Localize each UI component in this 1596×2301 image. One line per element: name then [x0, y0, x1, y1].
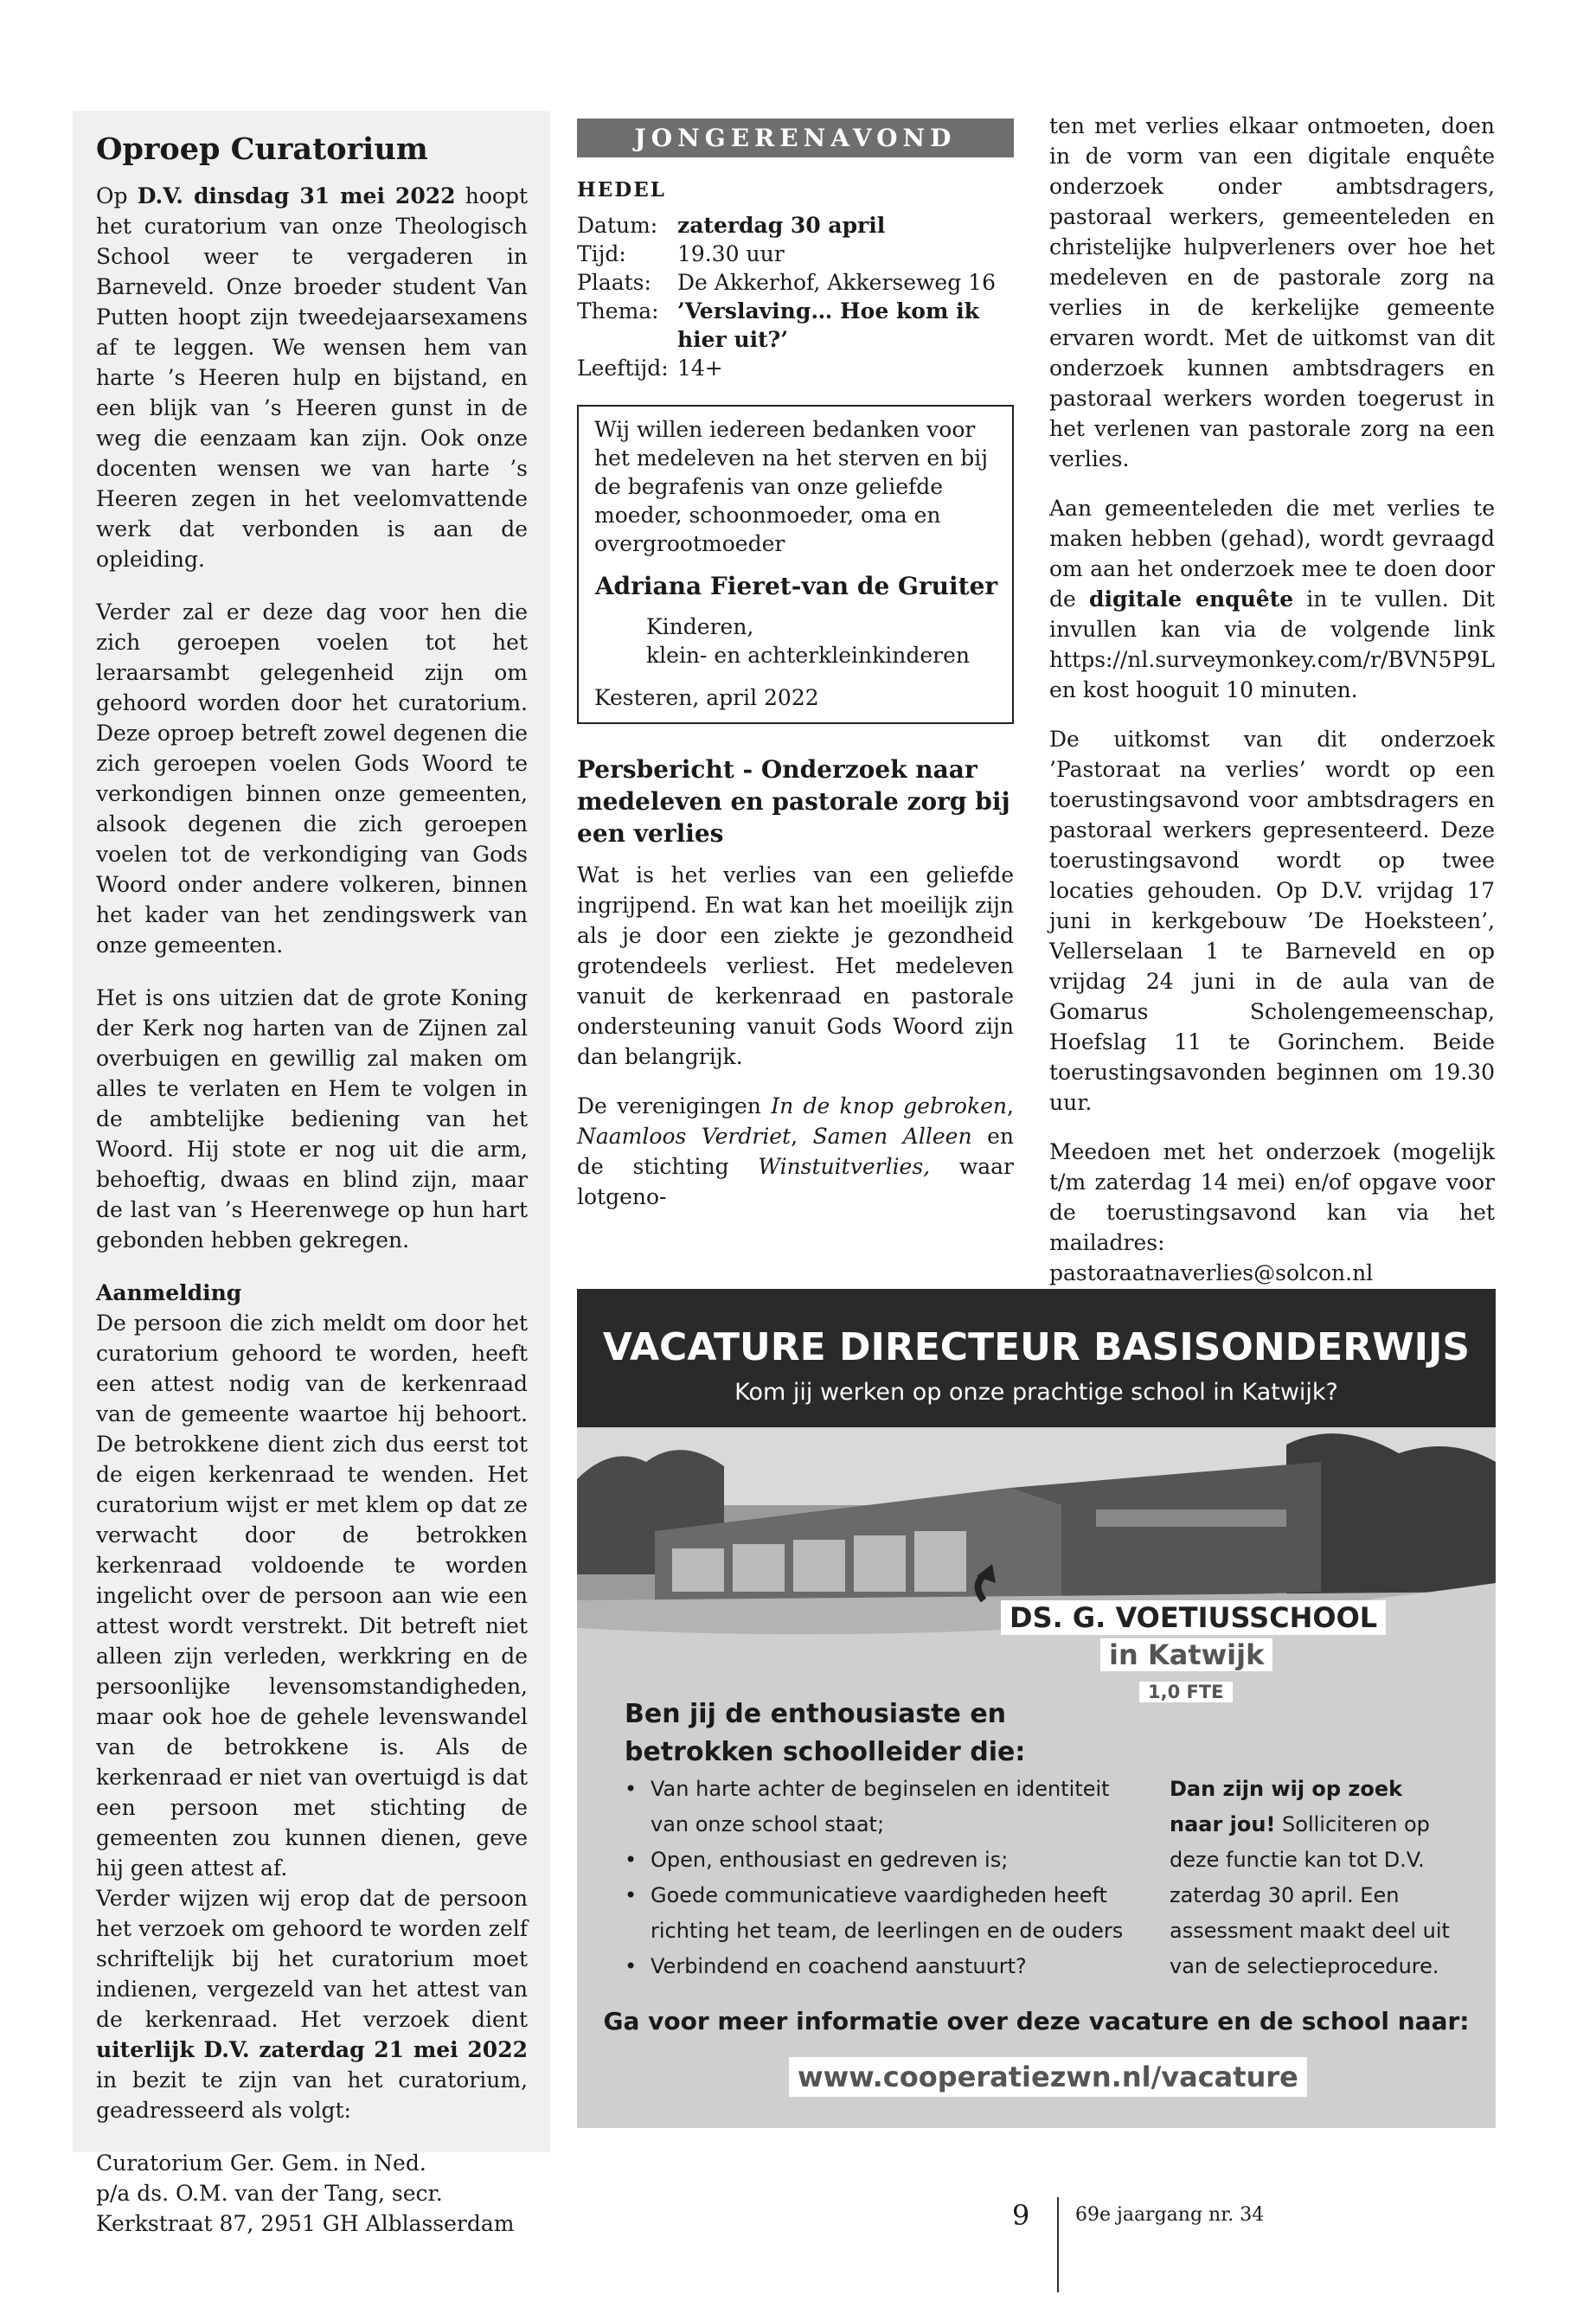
event-value: 19.30 uur [677, 241, 785, 266]
event-row [577, 211, 1014, 240]
press-paragraph: De verenigingen In de knop gebroken, Naamloos Verdriet, Samen Alleen en de stichting Winstuitverlies, waar lotgeno- [577, 1093, 1015, 1209]
list-item: • Van harte achter de beginselen en identiteit van onze school staat; [625, 1772, 1144, 1843]
curatorium-panel [73, 111, 550, 2236]
thanks-notice [577, 405, 1014, 724]
press-paragraph: Aan gemeenteleden die met verlies te maken hebben (gehad), wordt gevraagd om aan het onderzoek mee te doen door de digitale enquête in te vullen. Dit invullen kan via de volgende link https://nl.surveymonkey.com/r/BVN5P9L en kost hooguit 10 minuten. [1049, 496, 1496, 702]
event-label: Thema: [577, 298, 659, 324]
ad-question: Ben jij de enthousiaste en betrokken schoolleider die: [625, 1699, 1026, 1767]
footer-divider [1057, 2197, 1059, 2292]
list-item: • Goede communicatieve vaardigheden heeft richting het team, de leerlingen en de ouders [625, 1878, 1144, 1949]
curatorium-paragraph: Verder wijzen wij erop dat de persoon het verzoek om gehoord te worden zelf schriftelijk bij het curatorium moet indienen, vergezeld van het attest van de kerkenraad. Het verzoek dient uiterlijk D.V. zaterdag 21 mei 2022 in bezit te zijn van het curatorium, geadresseerd als volgt: [96, 1886, 528, 2123]
event-row [577, 268, 1014, 297]
deceased-name: Adriana Fieret-van de Gruiter [594, 572, 998, 600]
curatorium-paragraph: Verder zal er deze dag voor hen die zich geroepen voelen tot het leraarsambt gelegenheid zijn om gehoord worden door het curatorium. Deze oproep betreft zowel degenen die zich geroepen voelen Gods Woord te verkondigen binnen onze gemeenten, alsook degenen die zich geroepen voelen tot de verkondiging van Gods Woord onder andere volkeren, binnen het kader van het zendingswerk van onze gemeenten. [96, 599, 528, 958]
volume-issue: 69e jaargang nr. 34 [1075, 2204, 1265, 2226]
event-value: zaterdag 30 april [677, 213, 886, 238]
fte-badge: 1,0 FTE [1139, 1682, 1233, 1702]
school-name: DS. G. VOETIUSSCHOOL [1001, 1600, 1386, 1635]
press-paragraph: Wat is het verlies van een geliefde ingrijpend. En wat kan het moeilijk zijn als je door een ziekte je gezondheid grotendeels verliest. Het medeleven vanuit de kerkenraad en pastorale ondersteuning vanuit Gods Woord zijn dan belangrijk. [577, 862, 1014, 1069]
school-place: in Katwijk [1100, 1638, 1272, 1671]
requirements-list [625, 1772, 1144, 1984]
vacancy-link[interactable]: www.cooperatiezwn.nl/vacature [789, 2057, 1307, 2097]
notice-place-date: Kesteren, april 2022 [594, 685, 819, 710]
family-line: klein- en achterkleinkinderen [646, 643, 970, 668]
ad-title: VACATURE DIRECTEUR BASISONDERWIJS [602, 1325, 1471, 1369]
page-number: 9 [1012, 2199, 1030, 2232]
curatorium-paragraph: De persoon die zich meldt om door het curatorium gehoord te worden, heeft een attest nodig van de kerkenraad van de gemeente waartoe hij behoort. De betrokkene dient zich dus eerst tot de eigen kerkenraad te wenden. Het curatorium wijst er met klem op dat ze verwacht door de betrokken kerkenraad voldoende te worden ingelicht over de persoon aan wie een attest wordt verstrekt. Dit betreft niet alleen zijn verleden, werkkring en de persoonlijke levensomstandigheden, maar ook hoe de gehele levenswandel van de betrokkene is. Als de kerkenraad er niet van overtuigd is dat een persoon met stichting de gemeenten zou kunnen dienen, geve hij geen attest af. [96, 1311, 528, 1881]
curatorium-paragraph: Op D.V. dinsdag 31 mei 2022 hoopt het curatorium van onze Theologisch School weer te vergaderen in Barneveld. Onze broeder student Van Putten hoopt zijn tweedejaarsexamens af te leggen. We wensen hem van harte ’s Heeren hulp en bijstand, en een blijk van ’s Heeren gunst in de weg die eenzaam kan zijn. Ook onze docenten wensen we van harte ’s Heeren zegen in het veelomvattende werk dat verbonden is aan de opleiding. [96, 183, 528, 572]
list-item: • Verbindend en coachend aanstuurt? [625, 1949, 1144, 1984]
press-release-title: Persbericht - Onderzoek naar medeleven en pastorale zorg bij een verlies [577, 755, 1010, 848]
event-label: Leeftijd: [577, 356, 669, 381]
family-line: Kinderen, [646, 614, 754, 639]
event-label: Tijd: [577, 241, 626, 266]
event-location: HEDEL [577, 178, 666, 202]
list-item: • Open, enthousiast en gedreven is; [625, 1843, 1144, 1878]
press-paragraph: De uitkomst van dit onderzoek ’Pastoraat na verlies’ wordt op een toerustingsavond voor ambtsdragers en pastoraal werkers gepresenteerd. Deze toerustingsavond wordt op twee locaties gehouden. Op D.V. vrijdag 17 juni in kerkgebouw ’De Hoeksteen’, Vellerselaan 1 te Barneveld en op vrijdag 24 juni in de aula van de Gomarus Scholengemeenschap, Hoefslag 11 te Gorinchem. Beide toerustingsavonden beginnen om 19.30 uur. [1049, 727, 1495, 1115]
event-value: ’Verslaving… Hoe kom ik hier uit?’ [677, 298, 979, 352]
press-paragraph: Meedoen met het onderzoek (mogelijk t/m zaterdag 14 mei) en/of opgave voor de toerustingsavond kan via het mailadres: pastoraatnaverlies@solcon.nl [1049, 1139, 1495, 1285]
thanks-text: Wij willen iedereen bedanken voor het medeleven na het sterven en bij de begrafenis van onze geliefde moeder, schoonmoeder, oma en overgrootmoeder [594, 417, 988, 556]
aanmelding-heading: Aanmelding [96, 1280, 242, 1305]
curatorium-title: Oproep Curatorium [96, 131, 428, 167]
event-value: 14+ [677, 356, 723, 381]
right-column [1049, 111, 1495, 1288]
jongerenavond-banner: JONGERENAVOND [577, 119, 1014, 157]
more-info-text: Ga voor meer informatie over deze vacature en de school naar: [603, 2007, 1470, 2035]
event-label: Plaats: [577, 270, 651, 295]
ad-subtitle: Kom jij werken op onze prachtige school in Katwijk? [734, 1379, 1338, 1406]
event-details [577, 211, 1014, 382]
event-label: Datum: [577, 213, 658, 238]
event-value: De Akkerhof, Akkerseweg 16 [677, 270, 996, 295]
middle-column [577, 119, 1014, 1212]
vacancy-advertisement [577, 1289, 1496, 2128]
press-paragraph: ten met verlies elkaar ontmoeten, doen in de vorm van een digitale enquête onderzoek onder ambtsdragers, pastoraal werkers, gemeenteleden en christelijke hulpverleners over hoe het medeleven en de pastorale zorg na verlies in de kerkelijke gemeente ervaren wordt. Met de uitkomst van dit onderzoek kunnen ambtsdragers en pastoraal werkers worden toegerust in het verlenen van pastorale zorg na een verlies. [1049, 113, 1495, 471]
apply-text: Dan zijn wij op zoek naar jou! Solliciteren op deze functie kan tot D.V. zaterdag 30 april. Een assessment maakt deel uit van de selectieprocedure. [1170, 1777, 1450, 1978]
curatorium-paragraph: Het is ons uitzien dat de grote Koning der Kerk nog harten van de Zijnen zal overbuigen en gewillig zal maken om alles te verlaten en Hem te volgen in de ambtelijke bediening van het Woord. Hij stote er nog uit die arm, behoeftig, dwaas en blind zijn, maar de last van ’s Heerenwege op hun hart gebonden hebben gekregen. [96, 985, 528, 1253]
event-row [577, 354, 1014, 382]
event-row [577, 240, 1014, 268]
event-row [577, 297, 1014, 354]
curatorium-address: Curatorium Ger. Gem. in Ned. p/a ds. O.M. van der Tang, secr. Kerkstraat 87, 2951 GH Alblasserdam [96, 2150, 515, 2236]
